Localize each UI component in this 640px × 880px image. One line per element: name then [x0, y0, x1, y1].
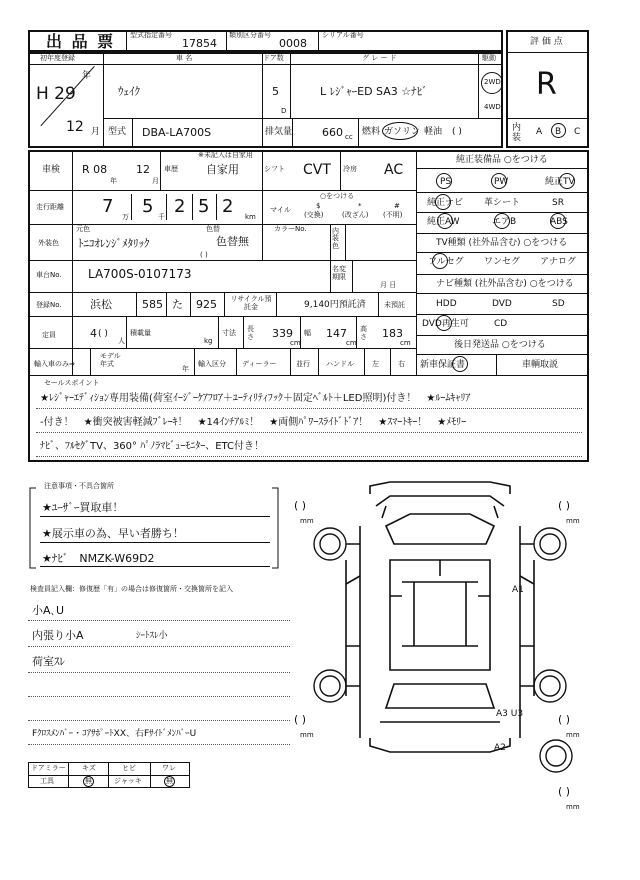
class-no: 0008: [279, 37, 307, 50]
displacement: 660: [322, 126, 343, 139]
damage-label-a2: A2: [494, 743, 506, 753]
inspector-line-3: 荷室ｽﾚ: [32, 655, 65, 668]
first-reg-era: H 29: [36, 84, 76, 104]
color-change: 色替無: [216, 235, 249, 248]
shift: CVT: [303, 162, 331, 178]
sales-line-3: ﾅﾋﾞ、ﾌﾙｾｸﾞTV、360° ﾊﾟﾉﾗﾏﾋﾞｭｰﾓﾆﾀｰ、ETC付き！: [40, 441, 265, 452]
note-line-3: ★ﾅﾋﾞ NMZK-W69D2: [42, 552, 155, 565]
exterior-color: ﾄﾆｺｵﾚﾝｼﾞﾒﾀﾘｯｸ: [78, 237, 150, 250]
inspector-line-6: Fｸﾛｽﾒﾝﾊﾞｰ・ｺｱｻﾎﾟｰﾄXX、右FｻｲﾄﾞﾒﾝﾊﾞｰU: [32, 729, 197, 739]
capacity: 4: [90, 327, 97, 340]
first-reg-month: 12: [66, 119, 84, 135]
model: DBA-LA700S: [142, 126, 212, 139]
sales-line-1: ★ﾚｼﾞｬｰｴﾃﾞｨｼｮﾝ専用装備(荷室ｲｰｼﾞｰｹｱﾌﾛｱ＋ﾕｰﾃｨﾘﾃｨﾌｯｸ＋固定ﾍﾞﾙﾄ＋LED照明)付き！ ★ﾙｰﾑｷｬﾘｱ: [40, 393, 471, 404]
car-name: ｳｪｲｸ: [118, 85, 140, 98]
chassis-no: LA700S-0107173: [88, 267, 192, 281]
ac: AC: [384, 162, 404, 178]
inspector-line-2: 内張り小A: [32, 629, 84, 642]
sales-line-2: -付き！ ★衝突被害軽減ﾌﾞﾚｰｷ！ ★14ｲﾝﾁｱﾙﾐ！ ★両側ﾊﾟﾜｰｽﾗｲﾄﾞﾄﾞｱ！ ★ｽﾏｰﾄｷｰ！ ★ﾒﾓﾘｰ: [40, 417, 467, 428]
recycle: 9,140円預託済: [304, 300, 366, 310]
damage-label-a1: A1: [512, 585, 524, 595]
car-damage-diagram: [290, 476, 590, 816]
mileage-d1: 7: [102, 196, 114, 217]
form-title: 出 品 票: [46, 32, 116, 51]
form-no: 17854: [182, 37, 217, 50]
note-line-2: ★展示車の為、早い者勝ち！: [42, 527, 184, 540]
doors: 5: [272, 85, 279, 98]
damage-label-a3u3: A3 U3: [496, 709, 524, 719]
note-line-1: ★ﾕｰｻﾞｰ買取車！: [42, 501, 124, 514]
history: 自家用: [206, 163, 239, 176]
inspector-line-1: 小A､U: [32, 604, 65, 617]
inspection-date: R 08: [82, 163, 108, 176]
plate-city: 浜松: [90, 298, 112, 311]
score-value: R: [536, 67, 557, 102]
grade: L ﾚｼﾞｬｰED SA3 ☆ﾅﾋﾞ: [320, 85, 428, 98]
score-label: 評 価 点: [530, 37, 563, 47]
